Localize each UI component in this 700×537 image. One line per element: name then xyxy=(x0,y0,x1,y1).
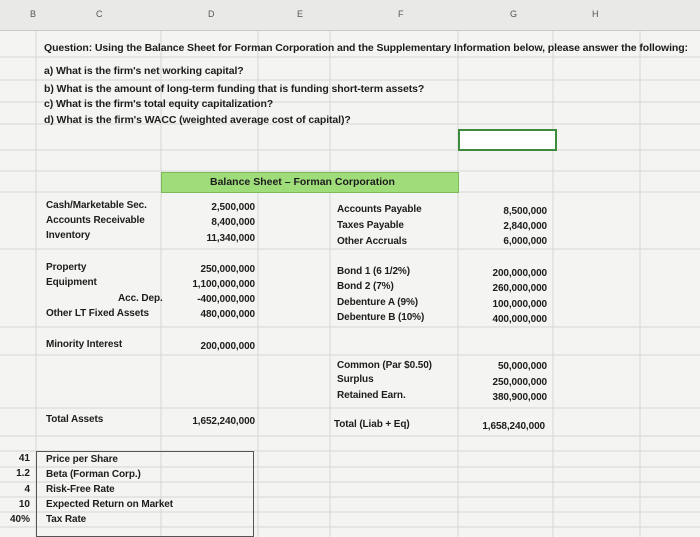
column-header-d[interactable]: D xyxy=(208,9,215,19)
total-liab-eq-label[interactable]: Total (Liab + Eq) xyxy=(334,419,410,430)
asset-label-other-lt[interactable]: Other LT Fixed Assets xyxy=(46,308,149,319)
asset-label-equipment[interactable]: Equipment xyxy=(46,277,97,288)
supp-label-price[interactable]: Price per Share xyxy=(46,454,118,465)
balance-sheet-title: Balance Sheet – Forman Corporation xyxy=(210,176,395,188)
total-assets-label[interactable]: Total Assets xyxy=(46,414,104,425)
liab-value-debenture-b[interactable]: 400,000,000 xyxy=(492,314,547,325)
column-header-b[interactable]: B xyxy=(30,9,37,19)
supp-label-risk-free[interactable]: Risk-Free Rate xyxy=(46,484,115,495)
equity-value-common[interactable]: 50,000,000 xyxy=(497,361,547,372)
balance-sheet-header[interactable] xyxy=(161,172,459,193)
question-item-c[interactable]: c) What is the firm's total equity capitalization? xyxy=(44,98,274,110)
supp-value-tax-rate[interactable]: 40% xyxy=(9,514,30,525)
asset-value-acc-dep[interactable]: -400,000,000 xyxy=(197,294,255,305)
column-header-e[interactable]: E xyxy=(297,9,304,19)
column-header-h[interactable]: H xyxy=(592,9,599,19)
column-header-c[interactable]: C xyxy=(96,9,103,19)
asset-value-cash[interactable]: 2,500,000 xyxy=(211,202,255,213)
liab-label-accounts-payable[interactable]: Accounts Payable xyxy=(337,204,422,215)
equity-value-surplus[interactable]: 250,000,000 xyxy=(492,377,547,388)
selected-cell[interactable] xyxy=(458,129,557,151)
total-liab-eq-value[interactable]: 1,658,240,000 xyxy=(482,421,545,432)
liab-value-debenture-a[interactable]: 100,000,000 xyxy=(492,299,547,310)
supp-label-tax-rate[interactable]: Tax Rate xyxy=(46,514,87,525)
question-title[interactable]: Question: Using the Balance Sheet for Forman Corporation and the Supplementary Information below, please answer the following: xyxy=(44,42,688,54)
asset-value-inventory[interactable]: 11,340,000 xyxy=(206,233,255,244)
equity-label-retained-earnings[interactable]: Retained Earn. xyxy=(337,390,406,401)
column-header-g[interactable]: G xyxy=(510,9,518,19)
liab-label-debenture-b[interactable]: Debenture B (10%) xyxy=(337,312,425,323)
liab-value-other-accruals[interactable]: 6,000,000 xyxy=(503,236,547,247)
liab-label-bond-1[interactable]: Bond 1 (6 1/2%) xyxy=(337,266,410,277)
supp-value-market-return[interactable]: 10 xyxy=(18,499,30,510)
column-header-f[interactable]: F xyxy=(398,9,404,19)
asset-value-receivables[interactable]: 8,400,000 xyxy=(211,217,255,228)
total-assets-value[interactable]: 1,652,240,000 xyxy=(192,416,255,427)
liab-label-debenture-a[interactable]: Debenture A (9%) xyxy=(337,297,419,308)
question-item-b[interactable]: b) What is the amount of long-term funding that is funding short-term assets? xyxy=(44,83,425,95)
question-item-d[interactable]: d) What is the firm's WACC (weighted average cost of capital)? xyxy=(44,114,351,126)
asset-label-inventory[interactable]: Inventory xyxy=(46,230,91,241)
supp-label-beta[interactable]: Beta (Forman Corp.) xyxy=(46,469,141,480)
liab-value-accounts-payable[interactable]: 8,500,000 xyxy=(503,206,547,217)
supp-value-beta[interactable]: 1.2 xyxy=(16,468,30,479)
liab-value-taxes-payable[interactable]: 2,840,000 xyxy=(503,221,547,232)
supp-label-market-return[interactable]: Expected Return on Market xyxy=(46,499,173,510)
supp-value-risk-free[interactable]: 4 xyxy=(24,484,30,495)
liab-label-other-accruals[interactable]: Other Accruals xyxy=(337,236,407,247)
asset-value-equipment[interactable]: 1,100,000,000 xyxy=(192,279,255,290)
asset-label-acc-dep[interactable]: Acc. Dep. xyxy=(118,293,163,304)
equity-label-common[interactable]: Common (Par $0.50) xyxy=(337,360,432,371)
question-item-a[interactable]: a) What is the firm's net working capital? xyxy=(44,65,244,77)
asset-label-property[interactable]: Property xyxy=(46,262,87,273)
liab-value-bond-1[interactable]: 200,000,000 xyxy=(492,268,547,279)
equity-label-surplus[interactable]: Surplus xyxy=(337,374,374,385)
column-header-bar xyxy=(0,0,700,31)
asset-value-other-lt[interactable]: 480,000,000 xyxy=(200,309,255,320)
liab-label-taxes-payable[interactable]: Taxes Payable xyxy=(337,220,404,231)
asset-label-cash[interactable]: Cash/Marketable Sec. xyxy=(46,200,147,211)
liab-label-bond-2[interactable]: Bond 2 (7%) xyxy=(337,281,394,292)
asset-value-minority[interactable]: 200,000,000 xyxy=(200,341,255,352)
asset-label-minority[interactable]: Minority Interest xyxy=(46,339,123,350)
supp-value-price[interactable]: 41 xyxy=(18,453,30,464)
liab-value-bond-2[interactable]: 260,000,000 xyxy=(492,283,547,294)
asset-label-receivables[interactable]: Accounts Receivable xyxy=(46,215,145,226)
equity-value-retained-earnings[interactable]: 380,900,000 xyxy=(492,392,547,403)
asset-value-property[interactable]: 250,000,000 xyxy=(200,264,255,275)
